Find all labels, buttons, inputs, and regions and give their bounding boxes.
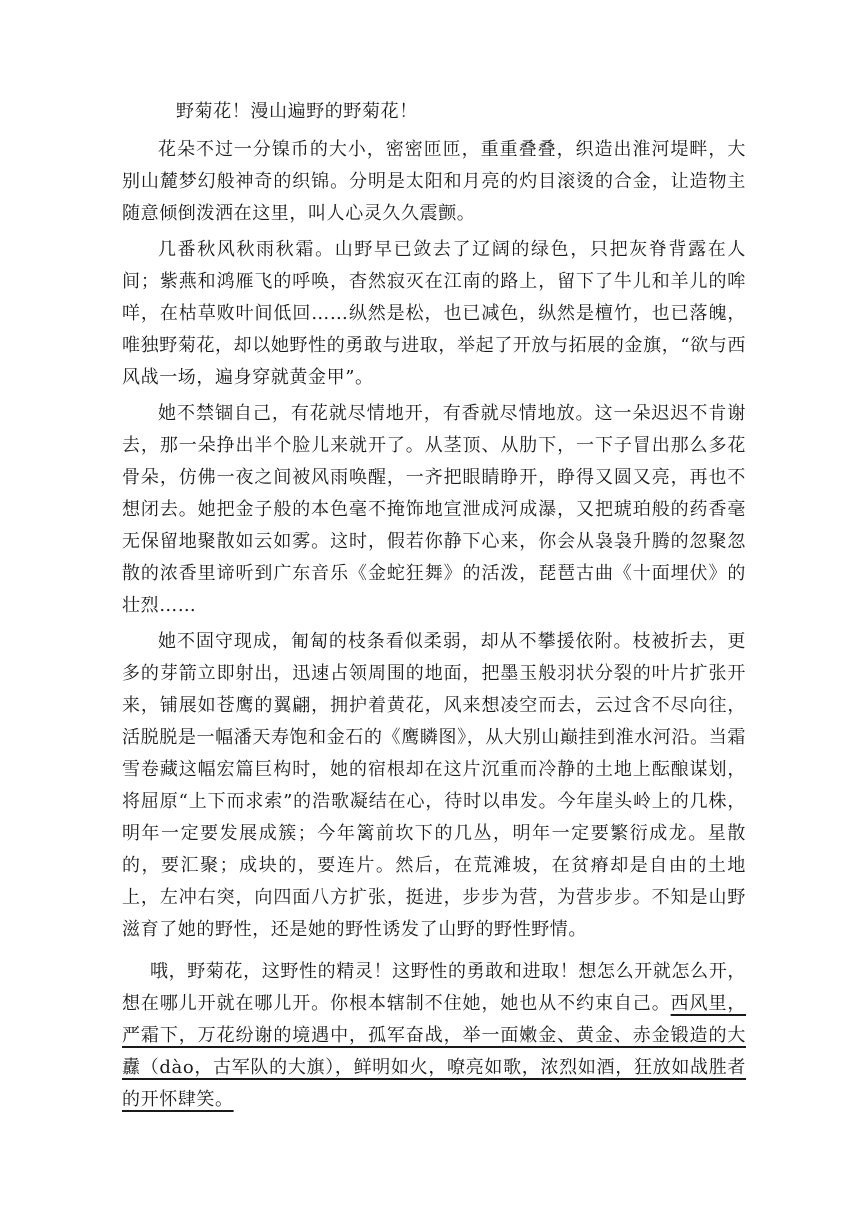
paragraph-3: 她不禁锢自己，有花就尽情地开，有香就尽情地放。这一朵迟迟不肯谢去，那一朵挣出半个脸儿来就开了。从茎顶、从肋下，一下子冒出那么多花骨朵，仿佛一夜之间被风雨唤醒，一齐把眼睛睁开，睁得又圆又亮，再也不想闭去。她把金子般的本色毫不掩饰地宣泄成河成瀑，又把琥珀般的药香毫无保留地聚散如云如雾。这时，假若你静下心来，你会从袅袅升腾的忽聚忽散的浓香里谛听到广东音乐《金蛇狂舞》的活泼，琵琶古曲《十面埋伏》的壮烈……	[122, 403, 746, 616]
article-page	[122, 96, 746, 1120]
paragraph-1: 花朵不过一分镍币的大小，密密匝匝，重重叠叠，织造出淮河堤畔，大别山麓梦幻般神奇的织锦。分明是太阳和月亮的灼目滚烫的合金，让造物主随意倾倒泼洒在这里，叫人心灵久久震颤。	[122, 139, 746, 224]
paragraph-5-plain: 哦，野菊花，这野性的精灵！这野性的勇敢和进取！想怎么开就怎么开，想在哪儿开就在哪儿开。你根本辖制不住她，她也从不约束自己。	[122, 961, 746, 1014]
paragraph-5	[122, 956, 746, 1116]
paragraph-4: 她不固守现成，匍匐的枝条看似柔弱，却从不攀援依附。枝被折去，更多的芽箭立即射出，迅速占领周围的地面，把墨玉般羽状分裂的叶片扩张开来，铺展如苍鹰的翼翩，拥护着黄花，风来想凌空而去，云过含不尽向往，活脱脱是一幅潘天寿饱和金石的《鹰瞵图》，从大别山巅挂到淮水河沿。当霜雪卷藏这幅宏篇巨构时，她的宿根却在这片沉重而冷静的土地上酝酿谋划，将屈原“上下而求索”的浩歌凝结在心，待时以串发。今年崖头岭上的几株，明年一定要发展成簇；今年篱前坎下的几丛，明年一定要繁衍成龙。星散的，要汇聚；成块的，要连片。然后，在荒滩坡，在贫瘠却是自由的土地上，左冲右突，向四面八方扩张，挺进，步步为营，为营步步。不知是山野滋育了她的野性，还是她的野性诱发了山野的野性野情。	[122, 631, 746, 940]
paragraph-2: 几番秋风秋雨秋霜。山野早已敛去了辽阔的绿色，只把灰脊背露在人间；紫燕和鸿雁飞的呼唤，杳然寂灭在江南的路上，留下了牛儿和羊儿的哞咩，在枯草败叶间低回……纵然是松，也已减色，纵然是檀竹，也已落魄，唯独野菊花，却以她野性的勇敢与进取，举起了开放与拓展的金旗，“欲与西风战一场，遍身穿就黄金甲”。	[122, 239, 746, 388]
article-title: 野菊花！漫山遍野的野菊花！	[176, 101, 418, 122]
paragraph-5-underlined: 西风里，严霜下，万花纷谢的境遇中，孤军奋战，举一面嫩金、黄金、赤金锻造的大纛（dào，古军队的大旗），鲜明如火，嘹亮如歌，浓烈如酒，狂放如战胜者的开怀肆笑。	[122, 993, 746, 1110]
